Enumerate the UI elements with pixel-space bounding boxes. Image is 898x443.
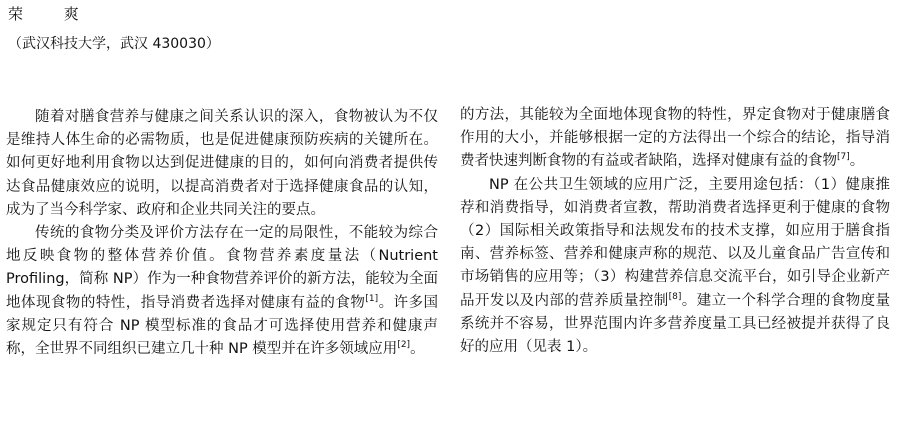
paragraph-text: 。 (410, 341, 425, 358)
paragraph-text: 。建立一个科学合理的食物度量系统并不容易，世界范围内许多营养度量工具已经被提并获得了良好的应用（见表 1）。 (460, 292, 890, 356)
paragraph-text: NP 在公共卫生领域的应用广泛，主要用途包括：（1）健康推荐和消费指导，如消费者宣教，帮助消费者选择更利于健康的食物（2）国际相关政策指导和法规发布的技术支撑，如应用于膳食指南、营养标签、营养和健康声称的规范、以及儿童食品广告宣传和市场销售的应用等；（3）构建营养信息交流平台，如引导企业新产品开发以及内部的营养质量控制 (460, 176, 890, 309)
citation-ref[interactable]: [1] (365, 293, 379, 304)
author-name: 荣 爽 (8, 5, 97, 23)
author-affiliation: （武汉科技大学，武汉 430030） (8, 36, 220, 52)
left-column (6, 106, 438, 361)
paragraph-text: 。许多国家规定只有符合 NP 模型标准的食品才可选择使用营养和健康声称，全世界不同组织已建立几十种 NP 模型并在许多领域应用 (6, 294, 439, 358)
citation-ref[interactable]: [7] (837, 152, 850, 163)
body-paragraph (460, 104, 890, 174)
paragraph-text: 。 (849, 153, 865, 170)
body-paragraph (6, 222, 438, 361)
paragraph-text: 传统的食物分类及评价方法存在一定的局限性，不能较为综合地反映食物的整体营养价值。食物营养素度量法（Nutrient Profiling，简称 NP）作为一种食物营养评价的新方法，能较为全面地体现食物的特性，指导消费者选择对健康有益的食物 (6, 225, 438, 311)
body-paragraph: 随着对膳食营养与健康之间关系认识的深入，食物被认为不仅是维持人体生命的必需物质，也是促进健康预防疾病的关键所在。如何更好地利用食物以达到促进健康的目的，如何向消费者提供传达食品健康效应的说明，以提高消费者对于选择健康食品的认知，成为了当今科学家、政府和企业共同关注的要点。 (6, 109, 438, 218)
body-paragraph (460, 174, 890, 360)
paragraph-text: 的方法，其能较为全面地体现食物的特性，界定食物对于健康膳食作用的大小，并能够根据一定的方法得出一个综合的结论，指导消费者快速判断食物的有益或者缺陷，选择对健康有益的食物 (460, 107, 890, 170)
right-column (460, 104, 890, 359)
citation-ref[interactable]: [8] (668, 291, 682, 302)
citation-ref[interactable]: [2] (397, 340, 411, 351)
